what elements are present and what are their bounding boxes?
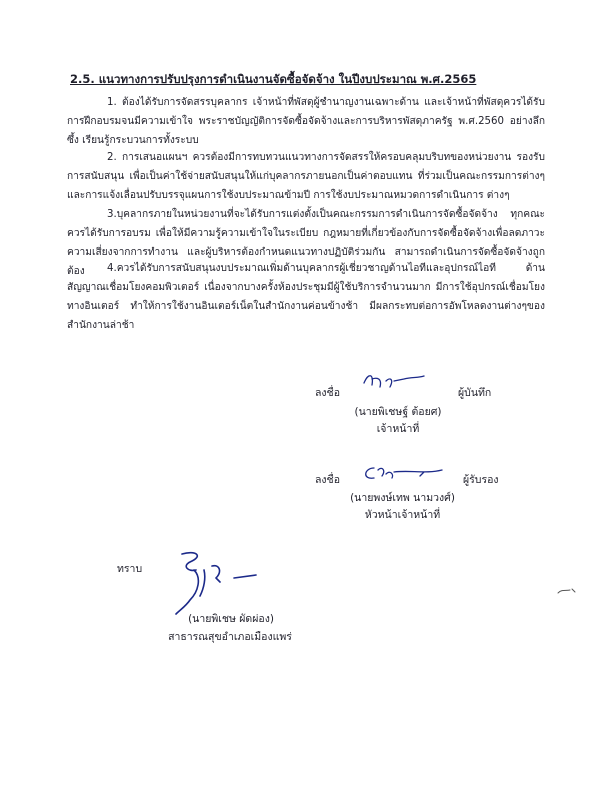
acknowledge-label: ทราบ xyxy=(117,563,143,575)
certifier-role-suffix: ผู้รับรอง xyxy=(463,474,499,486)
stray-ink-mark xyxy=(556,585,578,597)
certifier-sign-label: ลงชื่อ xyxy=(315,474,340,486)
recorder-name: (นายพิเชษฐ์ ต้อยศ) xyxy=(354,406,442,418)
acknowledger-title: สาธารณสุขอำเภอเมืองแพร่ xyxy=(168,631,292,643)
certifier-title: หัวหน้าเจ้าหน้าที่ xyxy=(364,509,441,521)
paragraph-4: 4.ควรได้รับการสนับสนุนงบประมาณเพิ่มด้านบุคลากรผู้เชี่ยวชาญด้านไอทีและอุปกรณ์ไอที ด้านสัญญาณเชื่อมโยงคอมพิวเตอร์ เนื่องจากบางครั้งห้องประชุมมีผู้ใช้บริการจำนวนมาก มีการใช้อุปกรณ์เชื่อมโยงทางอินเตอร์ ทำให้การใช้งานอินเตอร์เน็ตในสำนักงานค่อนข้างช้า มีผลกระทบต่อการอัพโหลดงานต่างๆของสำนักงานล่าช้า xyxy=(67,263,545,331)
recorder-signature xyxy=(360,367,430,395)
section-heading: 2.5. แนวทางการปรับปรุงการดำเนินงานจัดซื้อจัดจ้าง ในปีงบประมาณ พ.ศ.2565 xyxy=(70,72,477,86)
certifier-signature xyxy=(360,460,460,484)
certifier-name: (นายพงษ์เทพ นามวงศ์) xyxy=(350,492,455,504)
paragraph-2: 2. การเสนอแผนฯ ควรต้องมีการทบทวนแนวทางการจัดสรรให้ครอบคลุมบริบทของหน่วยงาน รองรับการสนับสนุน เพื่อเป็นค่าใช้จ่ายสนับสนุนให้แก่บุคลากรภายนอกเป็นค่าตอบแทน ที่ร่วมเป็นคณะกรรมการต่างๆและการแจ้งเลื่อนปรับบรรจุแผนการใช้งบประมาณข้ามปี การใช้งบประมาณหมวดการดำเนินการ ต่างๆ xyxy=(67,152,545,201)
paragraph-1: 1. ต้องได้รับการจัดสรรบุคลากร เจ้าหน้าที่พัสดุผู้ชำนาญงานเฉพาะด้าน และเจ้าหน้าที่พัสดุควรได้รับการฝึกอบรมจนมีความเข้าใจ พระราชบัญญัติการจัดซื้อจัดจ้างและการบริหารพัสดุภาครัฐ พ.ศ.2560 อย่างลึกซึ้ง เรียนรู้กระบวนการทั้งระบบ xyxy=(67,97,545,146)
paragraph-3: 3.บุคลากรภายในหน่วยงานที่จะได้รับการแต่งตั้งเป็นคณะกรรมการดำเนินการจัดซื้อจัดจ้าง ทุกคณะควรได้รับการอบรม เพื่อให้มีความรู้ความเข้าใจในระเบียบ กฎหมายที่เกี่ยวข้องกับการจัดซื้อจัดจ้างเพื่อลดภาวะความเสี่ยงจากการทำงาน และผู้บริหารต้องกำหนดแนวทางปฏิบัติร่วมกัน สามารถดำเนินการจัดซื้อจัดจ้างถูกต้อง xyxy=(67,209,545,277)
recorder-role-suffix: ผู้บันทึก xyxy=(458,387,492,399)
recorder-title: เจ้าหน้าที่ xyxy=(376,423,420,435)
recorder-sign-label: ลงชื่อ xyxy=(315,387,340,399)
acknowledger-name: (นายพิเชษ ผัดผ่อง) xyxy=(188,613,274,625)
